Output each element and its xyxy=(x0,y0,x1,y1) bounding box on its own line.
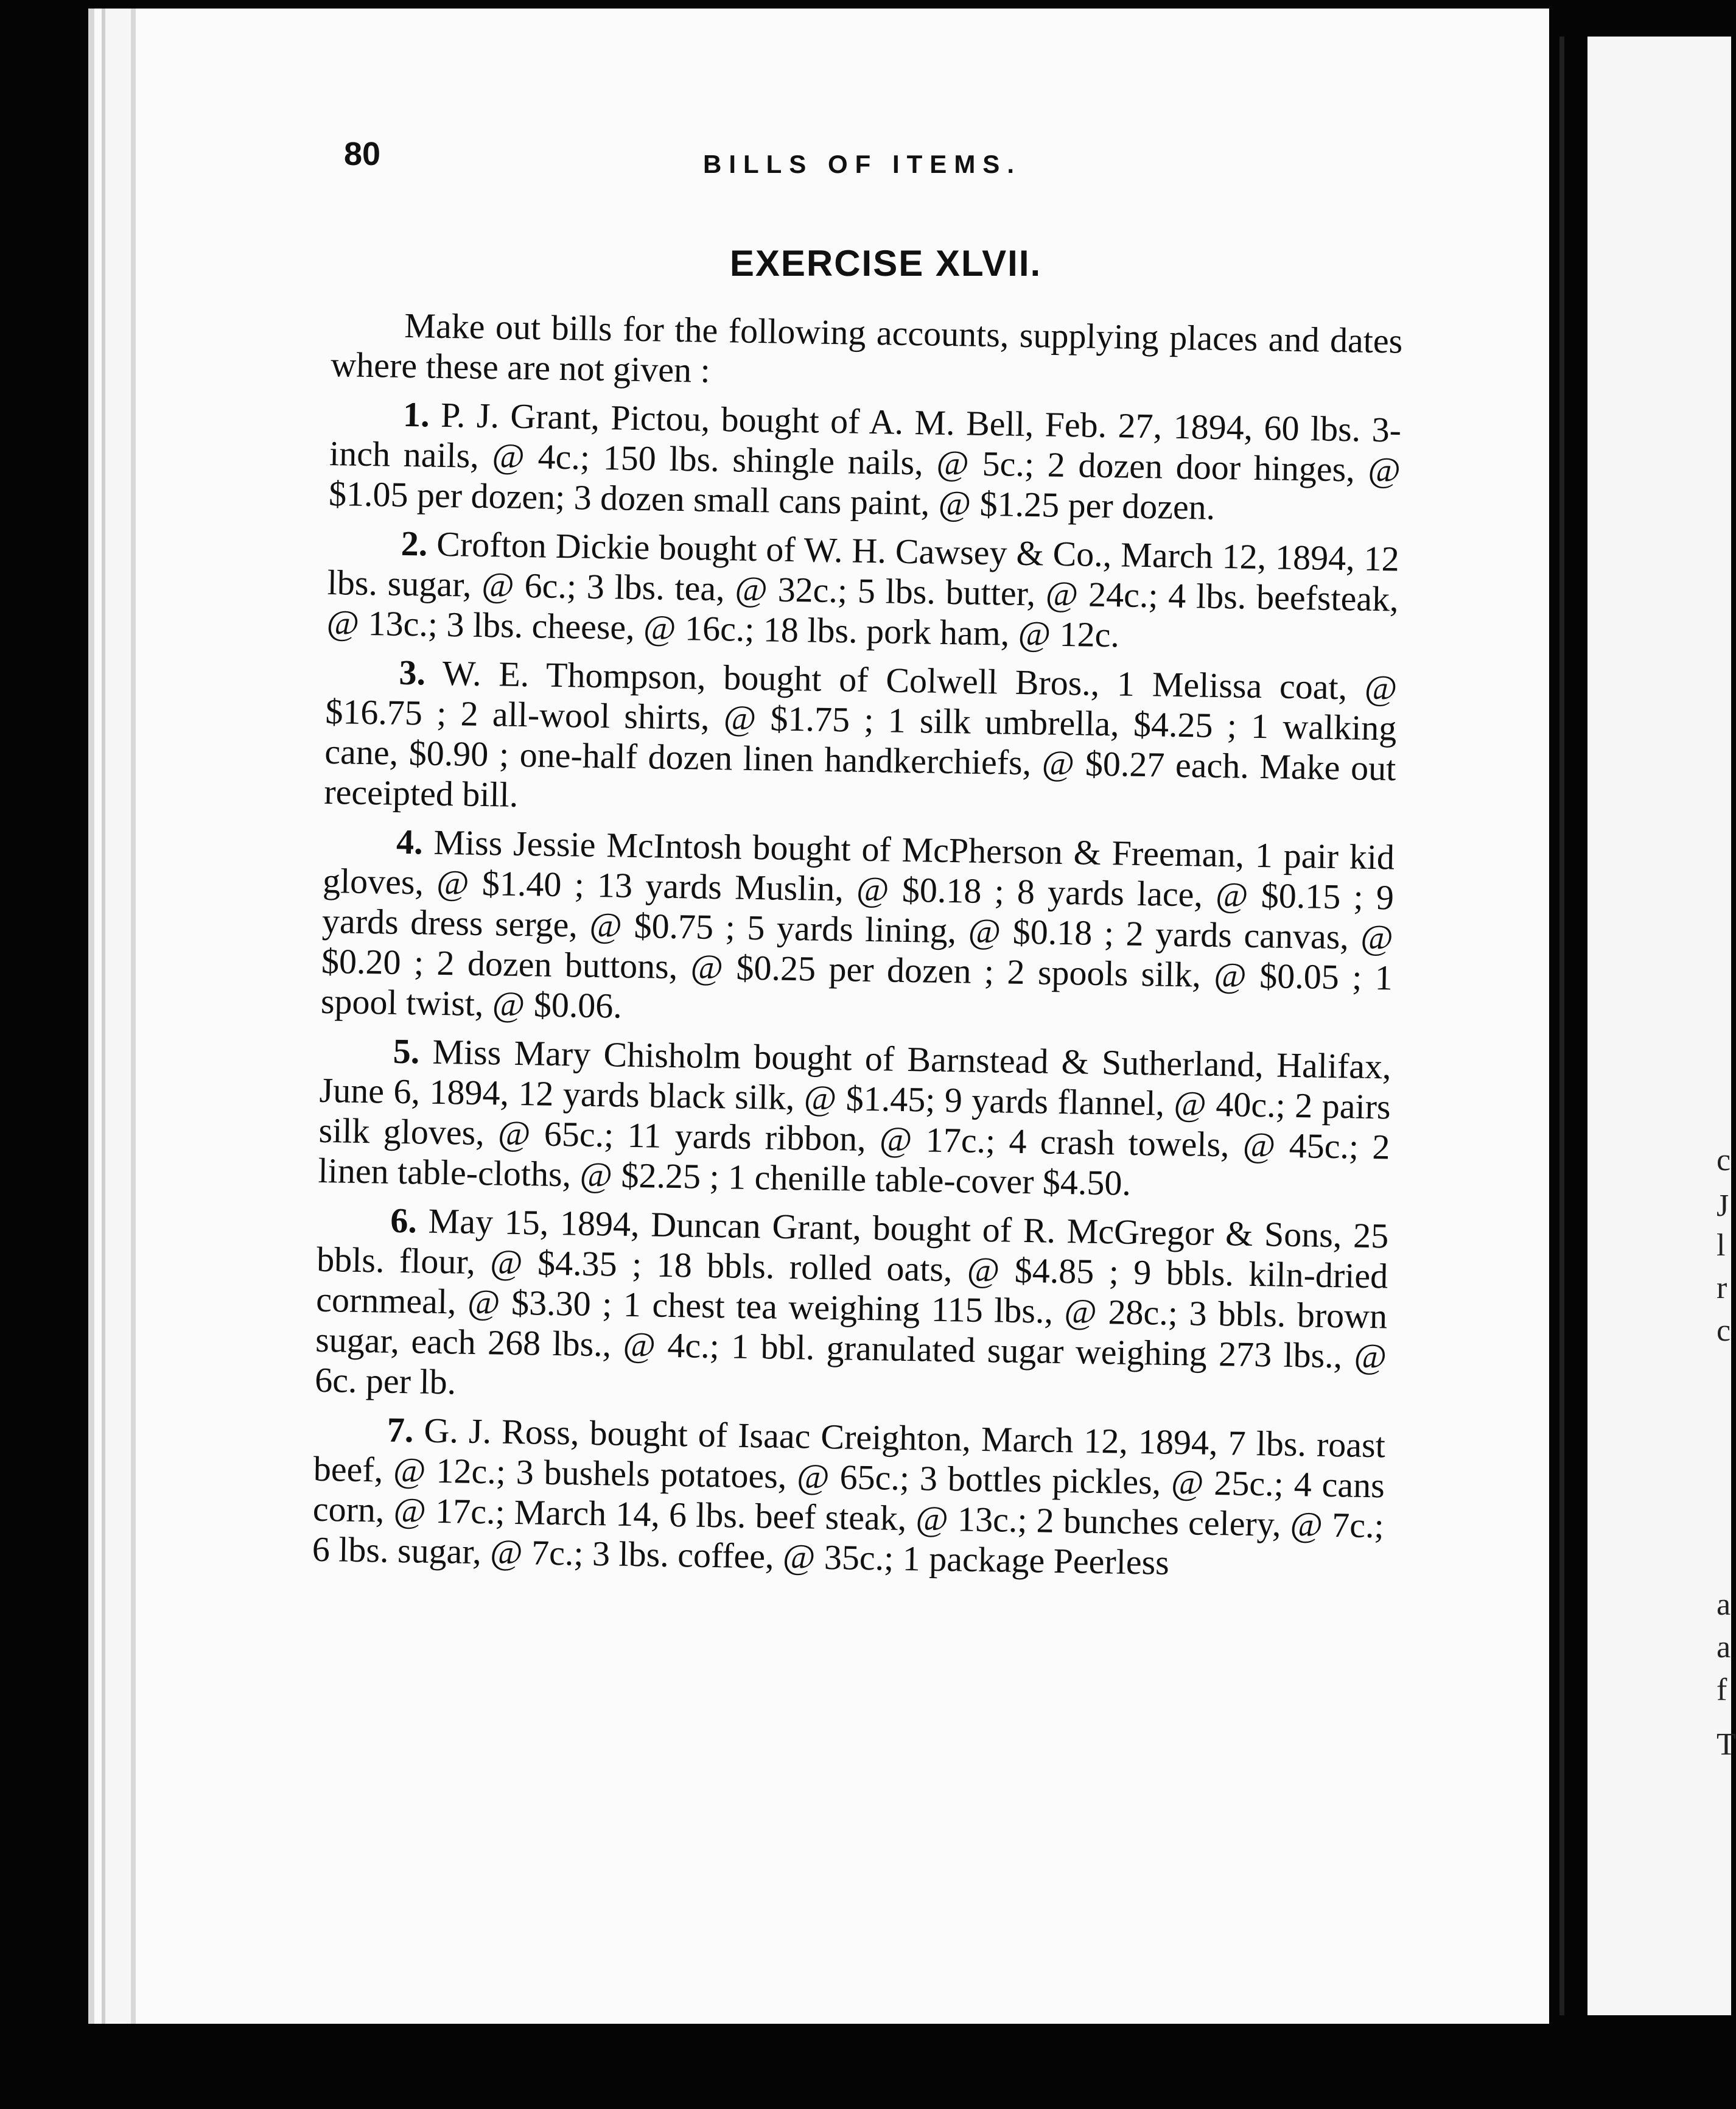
exercise-intro: Make out bills for the following accounts, supplying places and dates where these are not given : xyxy=(330,305,1403,390)
item-text: May 15, 1894, Duncan Grant, bought of R. McGregor & Sons, 25 bbls. flour, @ $4.35 ; 18 bbls. rolled oats, @ $4.85 ; 9 bbls. kiln-dried cornmeal, @ $3.30 ; 1 chest tea weighing 115 lbs., @ 28c.; 3 bbls. brown sugar, each 268 lbs., @ 4c.; 1 bbl. granulated sugar weighing 273 lbs., @ 6c. per lb. xyxy=(314,1201,1389,1402)
facing-page-fragment: c xyxy=(1717,1143,1731,1177)
facing-page-fragment: l xyxy=(1717,1228,1726,1263)
facing-page-fragment: T xyxy=(1717,1727,1736,1762)
item-number: 6. xyxy=(390,1200,418,1241)
item-text: Miss Jessie McIntosh bought of McPherson & Freeman, 1 pair kid gloves, @ $1.40 ; 13 yards Muslin, @ $0.18 ; 8 yards lace, @ $0.15 ; 9 yards dress serge, @ $0.75 ; 5 yards lining, @ $0.18 ; 2 yards canvas, @ $0.20 ; 2 dozen buttons, @ $0.25 per dozen ; 2 spools silk, @ $0.05 ; 1 spool twist, @ $0.06. xyxy=(320,822,1395,1026)
item-number: 5. xyxy=(393,1031,420,1072)
exercise-item xyxy=(312,1409,1385,1587)
item-number: 2. xyxy=(401,523,428,564)
facing-page-fragment: a xyxy=(1717,1630,1731,1665)
exercise-item xyxy=(318,1030,1391,1208)
page-header xyxy=(344,135,1415,184)
exercise-item xyxy=(326,522,1399,660)
page-gutter-line xyxy=(1559,37,1564,2015)
item-number: 7. xyxy=(387,1409,414,1450)
page-number: 80 xyxy=(344,136,381,172)
facing-page-fragment: J xyxy=(1717,1188,1729,1223)
facing-page-fragment: a xyxy=(1717,1587,1731,1622)
exercise-item xyxy=(320,821,1395,1039)
exercise-title: EXERCISE XLVII. xyxy=(729,243,1042,284)
facing-page-fragment: r xyxy=(1717,1271,1727,1305)
exercise-item xyxy=(329,393,1402,531)
facing-page-fragment: c xyxy=(1717,1313,1731,1348)
item-number: 1. xyxy=(402,394,430,435)
exercise-item xyxy=(324,651,1398,829)
item-number: 3. xyxy=(399,652,426,693)
item-number: 4. xyxy=(396,821,424,862)
exercise-body xyxy=(312,304,1403,1595)
book-spine-edge xyxy=(88,9,180,2024)
facing-page-fragment: f xyxy=(1717,1672,1727,1707)
facing-page-edge xyxy=(1587,37,1736,2015)
exercise-item xyxy=(315,1199,1389,1417)
item-text: P. J. Grant, Pictou, bought of A. M. Bell, Feb. 27, 1894, 60 lbs. 3-inch nails, @ 4c.; 150 lbs. shingle nails, @ 5c.; 2 dozen door hinges, @ $1.05 per dozen; 3 dozen small cans paint, @ $1.25 per dozen. xyxy=(328,395,1402,527)
item-text: W. E. Thompson, bought of Colwell Bros., 1 Melissa coat, @ $16.75 ; 2 all-wool shirts, @ $1.75 ; 1 silk umbrella, $4.25 ; 1 walking cane, $0.90 ; one-half dozen linen handkerchiefs, @ $0.27 each. Make out receipted bill. xyxy=(323,653,1398,815)
item-text: G. J. Ross, bought of Isaac Creighton, March 12, 1894, 7 lbs. roast beef, @ 12c.; 3 bushels potatoes, @ 65c.; 3 bottles pickles, @ 25c.; 4 cans corn, @ 17c.; March 14, 6 lbs. beef steak, @ 13c.; 2 bunches celery, @ 7c.; 6 lbs. sugar, @ 7c.; 3 lbs. coffee, @ 35c.; 1 package Peerless xyxy=(312,1410,1386,1582)
item-text: Crofton Dickie bought of W. H. Cawsey & Co., March 12, 1894, 12 lbs. sugar, @ 6c.; 3 lbs. tea, @ 32c.; 5 lbs. butter, @ 24c.; 4 lbs. beefsteak, @ 13c.; 3 lbs. cheese, @ 16c.; 18 lbs. pork ham, @ 12c. xyxy=(326,524,1400,655)
running-head: BILLS OF ITEMS. xyxy=(703,150,1021,178)
item-text: Miss Mary Chisholm bought of Barnstead & Sutherland, Halifax, June 6, 1894, 12 yards black silk, @ $1.45; 9 yards flannel, @ 40c.; 2 pairs silk gloves, @ 65c.; 11 yards ribbon, @ 17c.; 4 crash towels, @ 45c.; 2 linen table-cloths, @ $2.25 ; 1 chenille table-cover $4.50. xyxy=(318,1031,1392,1203)
